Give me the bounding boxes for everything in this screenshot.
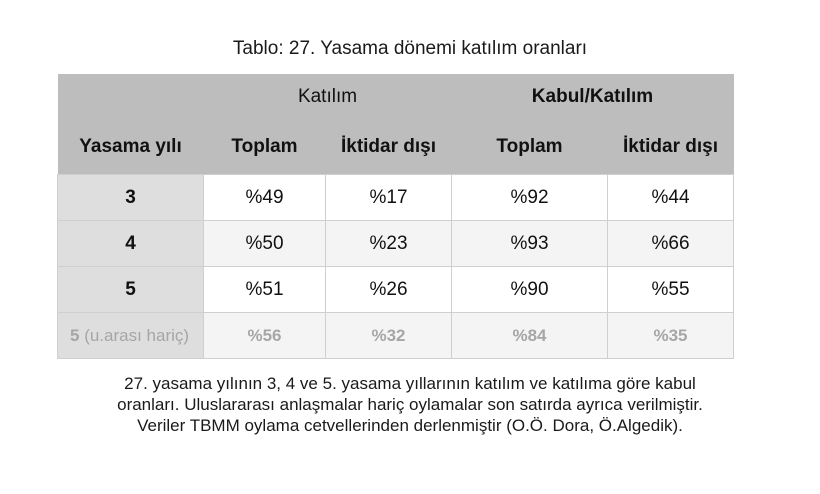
cell-kabul-toplam: %92 xyxy=(452,175,608,221)
row-year: 5 xyxy=(58,267,204,313)
table-caption: Tablo: 27. Yasama dönemi katılım oranları xyxy=(232,38,588,59)
table-row-excluding-agreements xyxy=(58,313,734,359)
col-header-katilim-iktidar-disi: İktidar dışı xyxy=(326,119,452,175)
table-row xyxy=(58,267,734,313)
cell-katilim-toplam: %50 xyxy=(204,221,326,267)
col-header-kabul-toplam: Toplam xyxy=(452,119,608,175)
row-year-suffix: (u.arası hariç) xyxy=(79,325,190,345)
cell-katilim-iktidar-disi: %17 xyxy=(326,175,452,221)
header-empty-cell xyxy=(58,74,204,119)
column-header-row xyxy=(58,119,734,175)
row-year: 4 xyxy=(58,221,204,267)
col-header-katilim-toplam: Toplam xyxy=(204,119,326,175)
cell-kabul-iktidar-disi: %55 xyxy=(608,267,734,313)
cell-katilim-iktidar-disi: %32 xyxy=(326,313,452,359)
cell-katilim-toplam: %56 xyxy=(204,313,326,359)
cell-kabul-toplam: %84 xyxy=(452,313,608,359)
cell-kabul-toplam: %93 xyxy=(452,221,608,267)
participation-table xyxy=(57,74,734,359)
cell-katilim-toplam: %49 xyxy=(204,175,326,221)
cell-kabul-iktidar-disi: %35 xyxy=(608,313,734,359)
cell-katilim-toplam: %51 xyxy=(204,267,326,313)
footnote-line: Veriler TBMM oylama cetvellerinden derlenmiştir (O.Ö. Dora, Ö.Algedik). xyxy=(137,416,683,435)
row-year: 3 xyxy=(58,175,204,221)
cell-kabul-iktidar-disi: %44 xyxy=(608,175,734,221)
footnote-line: 27. yasama yılının 3, 4 ve 5. yasama yıllarının katılım ve katılıma göre kabul xyxy=(124,374,696,393)
col-header-yasama-yili: Yasama yılı xyxy=(58,119,204,175)
table-footnote xyxy=(0,373,820,436)
row-year xyxy=(58,313,204,359)
cell-katilim-iktidar-disi: %23 xyxy=(326,221,452,267)
cell-kabul-iktidar-disi: %66 xyxy=(608,221,734,267)
footnote-line: oranları. Uluslararası anlaşmalar hariç oylamalar son satırda ayrıca verilmiştir. xyxy=(117,395,703,414)
table-row xyxy=(58,175,734,221)
table-row xyxy=(58,221,734,267)
group-header-katilim: Katılım xyxy=(204,74,452,119)
row-year-number: 5 xyxy=(70,325,80,345)
col-header-kabul-iktidar-disi: İktidar dışı xyxy=(608,119,734,175)
group-header-kabul-katilim: Kabul/Katılım xyxy=(452,74,734,119)
cell-kabul-toplam: %90 xyxy=(452,267,608,313)
cell-katilim-iktidar-disi: %26 xyxy=(326,267,452,313)
group-header-row xyxy=(58,74,734,119)
